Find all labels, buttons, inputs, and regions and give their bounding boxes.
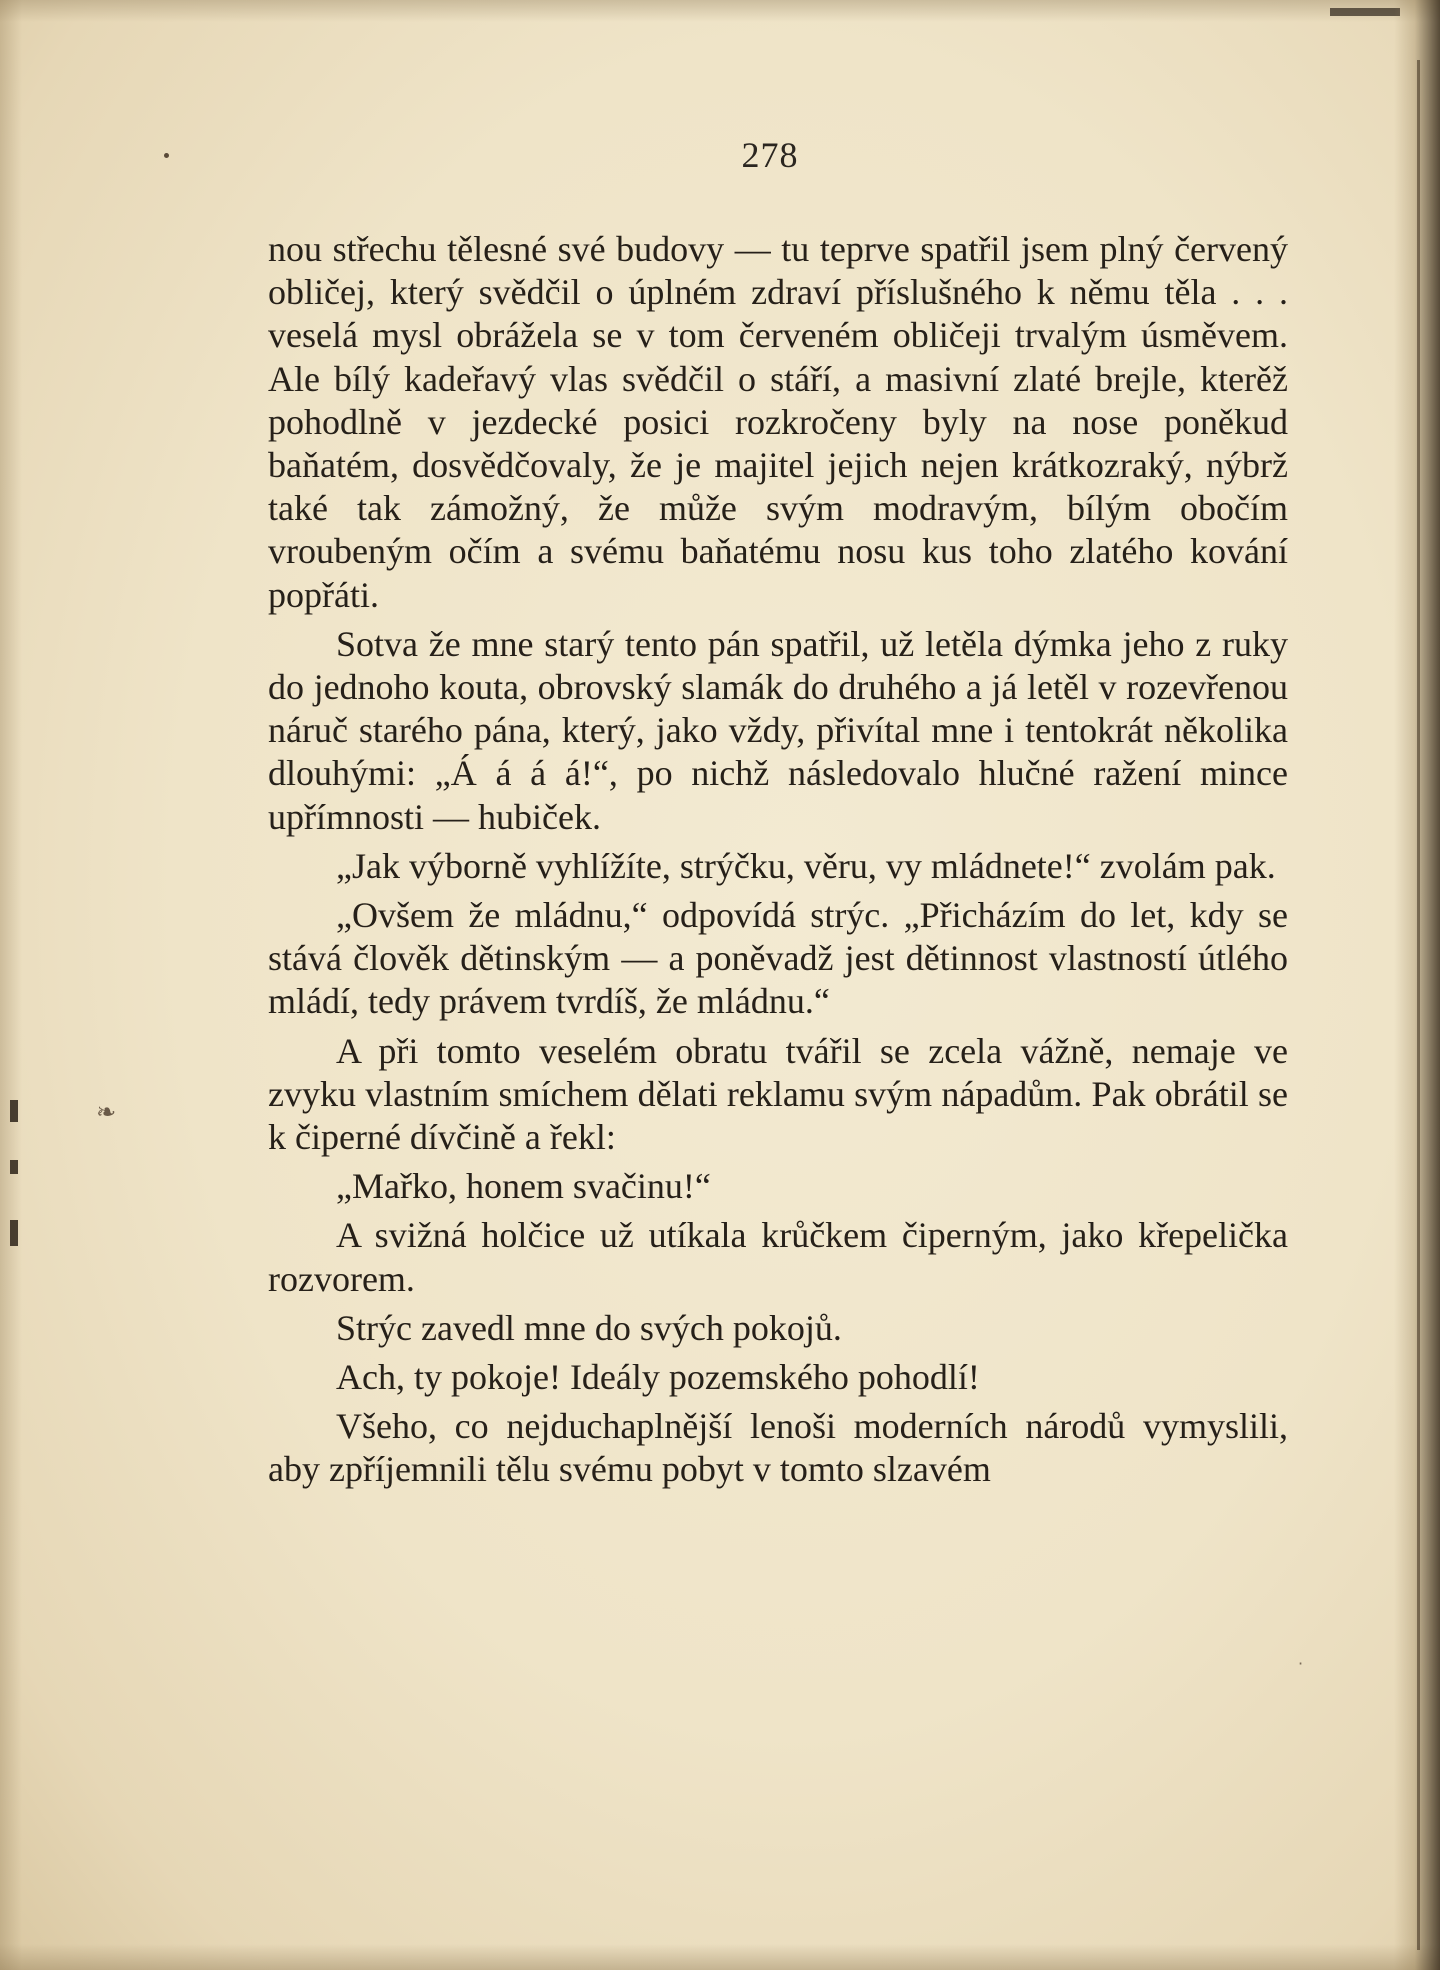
paragraph: nou střechu tělesné své budovy — tu teprve spatřil jsem plný červený obličej, který svědčil o úplném zdraví příslušného k němu těla . . . veselá mysl obrážela se v tom červeném obličeji trvalým úsměvem. Ale bílý kadeřavý vlas svědčil o stáří, a masivní zlaté brejle, kterěž pohodlně v jezdecké posici rozkročeny byly na nose poněkud baňatém, dosvědčovaly, že je majitel jejich nejen krátkozraký, nýbrž také tak zámožný, že může svým modravým, bílým obočím vroubeným očím a svému baňatému nosu kus toho zlatého kování popřáti. [268, 229, 1288, 615]
paragraph: Všeho, co nejduchaplnější lenoši moderních národů vymyslili, aby zpříjemnili tělu svému pobyt v tomto slzavém [268, 1406, 1288, 1490]
page-top-mark [1330, 8, 1400, 16]
body-text [268, 228, 1288, 1498]
margin-smudge-right: · [1298, 1654, 1304, 1673]
paragraph: Sotva že mne starý tento pán spatřil, už letěla dýmka jeho z ruky do jednoho kouta, obrovský slamák do druhého a já letěl v rozevřenou náruč starého pána, který, jako vždy, přivítal mne i tentokrát několika dlouhými: „Á á á á!“, po nichž následovalo hlučné ražení mince upřímnosti — hubiček. [268, 623, 1288, 837]
paragraph: „Mařko, honem svačinu!“ [336, 1166, 711, 1207]
paragraph: „Ovšem že mládnu,“ odpovídá strýc. „Přicházím do let, kdy se stává člověk dětinským — a poněvadž jest dětinnost vlastností útlého mládí, tedy právem tvrdíš, že mládnu.“ [268, 895, 1288, 1022]
margin-smudge: ❧ [96, 1098, 117, 1126]
left-margin-marks [10, 1100, 24, 1260]
paragraph: Ach, ty pokoje! Ideály pozemského pohodlí! [336, 1357, 980, 1398]
page-bottom-shadow [0, 1944, 1440, 1970]
paragraph: „Jak výborně vyhlížíte, strýčku, věru, vy mládnete!“ zvolám pak. [336, 845, 1276, 886]
paragraph: A při tomto veselém obratu tvářil se zcela vážně, nemaje ve zvyku vlastním smíchem dělati reklamu svým nápadům. Pak obrátil se k čiperné dívčině a řekl: [268, 1030, 1288, 1158]
page-top-shadow [0, 0, 1440, 22]
paragraph: Strýc zavedl mne do svých pokojů. [336, 1307, 842, 1348]
paragraph: A svižná holčice už utíkala krůčkem čiperným, jako křepelička rozvorem. [268, 1215, 1288, 1299]
page-left-shadow [0, 0, 22, 1970]
page-number: 278 [741, 135, 799, 175]
page-right-edge-line [1417, 60, 1420, 1950]
